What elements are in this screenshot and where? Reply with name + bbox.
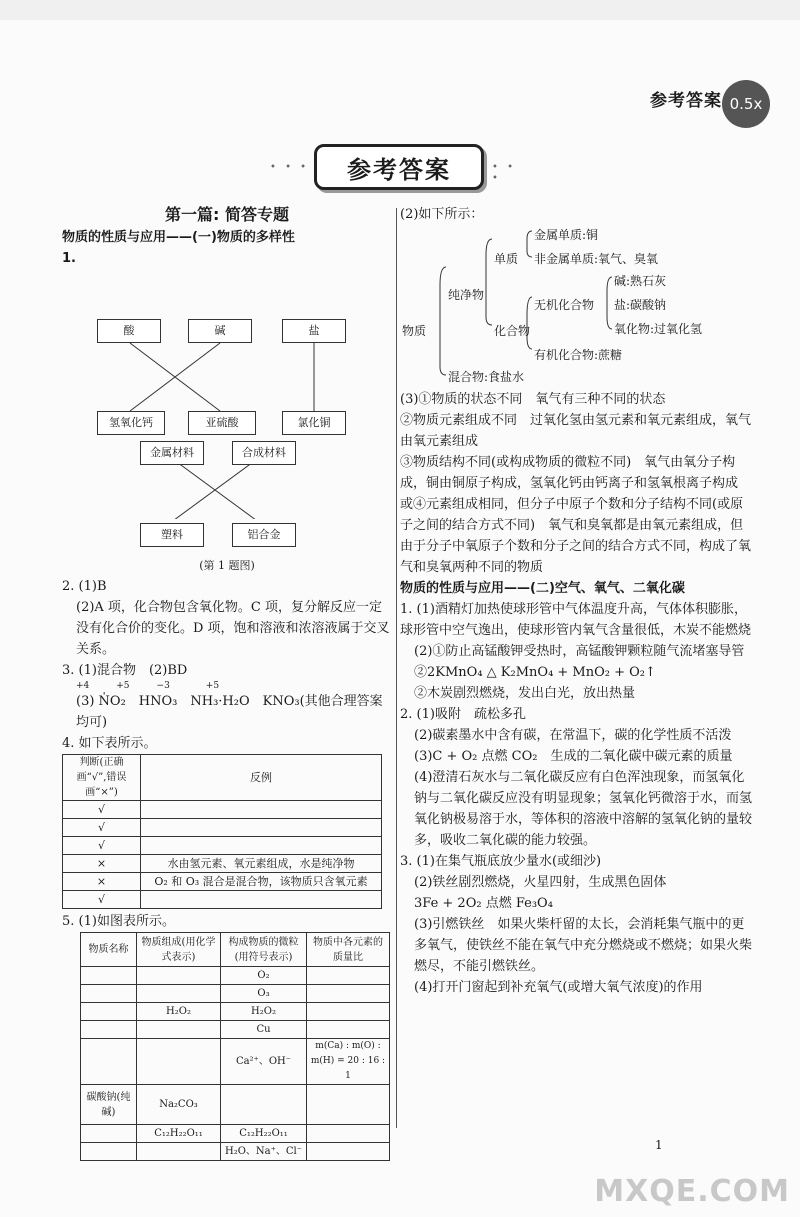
tree-element: 单质 [494,252,519,266]
s2-q1-line-3: ②木炭剧烈燃烧，发出白光，放出热量 [414,686,636,701]
table-row [81,1125,390,1143]
cell [307,1143,390,1161]
judge-cell: √ [63,837,141,855]
example-cell [141,837,382,855]
cell [221,1085,307,1125]
node-calcium-hydroxide: 氢氧化钙 [97,411,165,435]
example-cell: 水由氢元素、氧元素组成，水是纯净物 [141,855,382,873]
tree-compound: 化合物 [494,324,531,338]
example-cell: O₂ 和 O₃ 混合是混合物，该物质只含氧元素 [141,873,382,891]
zoom-badge[interactable]: 0.5x [722,80,770,128]
s2-q1-line-1: 1. (1)酒精灯加热使球形管中气体温度升高，气体体积膨胀，球形管中空气逸出，使球形管内氧气含量很低，木炭不能燃烧 [400,602,752,638]
cell [137,967,221,985]
judgement-table [62,754,382,909]
node-plastic: 塑料 [140,523,204,547]
header-judge: 判断(正确画“√”,错误画“×”) [63,755,141,801]
column-divider [396,208,397,1128]
s2-q2-line-4: (4)澄清石灰水与二氧化碳反应有白色浑浊现象，而氢氧化钠与二氧化碳反应没有明显现象；氢氧化钙微溶于水，而氢氧化钠极易溶于水，等体积的溶液中溶解的氢氧化钠的量较多，吸收二氧化碳的能力较强。 [414,770,753,848]
q1-number: 1. [62,251,76,266]
table-row [81,1021,390,1039]
concept-diagram [62,269,392,539]
cell [307,1125,390,1143]
example-cell [141,891,382,909]
table-row [63,801,382,819]
q5-3-line-3: ③物质结构不同(或构成物质的微粒不同) 氧气由氧分子构成，铜由铜原子构成，氢氧化钙由钙离子和氢氧根离子构成 [400,455,739,491]
header-example: 反例 [141,755,382,801]
q2-line-2: (2)A 项，化合物包含氧化物。C 项，复分解反应一定没有化合价的变化。D 项，饱和溶液和浓溶液属于交叉关系。 [76,600,390,657]
cell [137,1039,221,1085]
substance-table [80,932,390,1161]
table-header-row [63,755,382,801]
table-row [63,873,382,891]
table-row [63,837,382,855]
cell: C₁₂H₂₂O₁₁ [137,1125,221,1143]
node-aluminum-alloy: 铝合金 [232,523,296,547]
q2-line-1: 2. (1)B [62,579,107,594]
header-particles: 构成物质的微粒(用符号表示) [221,933,307,967]
cell: O₂ [221,967,307,985]
node-copper-chloride: 氯化铜 [282,411,346,435]
decor-dots-left: • • • [270,162,310,173]
title-banner [270,138,530,198]
cell: C₁₂H₂₂O₁₁ [221,1125,307,1143]
judge-cell: × [63,873,141,891]
cell: m(Ca) : m(O) : m(H) = 20 : 16 : 1 [307,1039,390,1085]
judge-cell: √ [63,819,141,837]
q5-2-intro: (2)如下所示： [400,207,484,222]
example-cell [141,801,382,819]
table-row [81,1085,390,1125]
tree-pure: 纯净物 [448,288,485,302]
table-header-row [81,933,390,967]
tree-salt: 盐:碳酸钠 [614,298,667,312]
header-name: 物质名称 [81,933,137,967]
section-title-1: 物质的性质与应用——(一)物质的多样性 [62,230,295,245]
s2-q2-line-2: (2)碳素墨水中含有碳，在常温下，碳的化学性质不活泼 [414,728,732,743]
s2-q3-line-3: 3Fe + 2O₂ 点燃 Fe₃O₄ [414,896,553,911]
table-row [81,967,390,985]
diagram-lines [62,269,392,519]
right-column [400,204,758,998]
s2-q3-line-4: (3)引燃铁丝 如果火柴杆留的太长，会消耗集气瓶中的更多氧气，使铁丝不能在氧气中充分燃烧或不燃烧；如果火柴燃尽，不能引燃铁丝。 [414,917,753,974]
header-mass-ratio: 物质中各元素的质量比 [307,933,390,967]
q5-intro: 5. (1)如图表所示。 [62,914,175,929]
watermark: MXQE.COM [594,1174,790,1209]
diagram-caption: (第 1 题图) [199,559,255,572]
judge-cell: √ [63,891,141,909]
decor-dots-right: • • • [492,162,516,184]
left-column [62,204,392,1161]
s2-q3-line-5: (4)打开门窗起到补充氧气(或增大氧气浓度)的作用 [414,980,703,995]
s2-q1-line-2: (2)①防止高锰酸钾受热时，高锰酸钾颗粒随气流堵塞导管 ②2KMnO₄ △ K₂MnO₄ + MnO₂ + O₂↑ [414,644,758,680]
cell [81,985,137,1003]
cell: H₂O、Na⁺、Cl⁻ [221,1143,307,1161]
q5-3-line-4: 或④元素组成相同，但分子中原子个数和分子结构不同(或原子之间的结合方式不同) 氧气和臭氧都是由氧元素组成，但由于分子中氧原子个数和分子之间的结合方式不同，构成了氧气和臭氧两种不同的物质 [400,497,752,575]
table-row [81,1143,390,1161]
top-strip [0,0,800,20]
table-row [63,891,382,909]
cell [307,985,390,1003]
node-salt: 盐 [282,319,346,343]
s2-q3-line-1: 3. (1)在集气瓶底放少量水(或细沙) [400,854,602,869]
cell [307,1085,390,1125]
table-row [81,1003,390,1021]
table-row [63,819,382,837]
node-sulfurous-acid: 亚硫酸 [188,411,256,435]
q5-3-line-1: (3)①物质的状态不同 氧气有三种不同的状态 [400,392,666,407]
q3-valence-marks: +4 +5 −3 +5 [76,681,220,691]
cell [81,967,137,985]
cell [307,967,390,985]
cell: Na₂CO₃ [137,1085,221,1125]
tree-nonmetal: 非金属单质:氧气、臭氧 [534,252,659,266]
cell [81,1021,137,1039]
judge-cell: √ [63,801,141,819]
cell [81,1143,137,1161]
q3-line-1: 3. (1)混合物 (2)BD [62,663,188,678]
header-composition: 物质组成(用化学式表示) [137,933,221,967]
cell [307,1021,390,1039]
page-number: 1 [655,1138,663,1152]
q4-intro: 4. 如下表所示。 [62,736,157,751]
q3-line-2: (3) N̍O₂ HNO₃ NH₃·H₂O KNO₃(其他合理答案均可) [76,694,383,730]
cell [137,1021,221,1039]
banner-title: 参考答案 [314,144,484,190]
node-synthetic-material: 合成材料 [232,441,296,465]
cell [81,1039,137,1085]
cell: H₂O₂ [137,1003,221,1021]
example-cell [141,819,382,837]
table-row [81,985,390,1003]
classification-tree [400,225,755,389]
s2-q2-line-3: (3)C + O₂ 点燃 CO₂ 生成的二氧化碳中碳元素的质量 [414,749,733,764]
cell: 碳酸钠(纯碱) [81,1085,137,1125]
judge-cell: × [63,855,141,873]
cell [137,1143,221,1161]
tree-root: 物质 [402,324,427,338]
section-title-2: 物质的性质与应用——(二)空气、氧气、二氧化碳 [400,581,685,596]
tree-organic: 有机化合物:蔗糖 [534,348,623,362]
cell [137,985,221,1003]
node-acid: 酸 [97,319,161,343]
node-base: 碱 [188,319,252,343]
table-row [63,855,382,873]
cell [81,1125,137,1143]
tree-metal: 金属单质:铜 [534,228,599,242]
s2-q2-line-1: 2. (1)吸附 疏松多孔 [400,707,526,722]
tree-oxide: 氧化物:过氧化氢 [614,322,703,336]
cell: Cu [221,1021,307,1039]
tree-mixture: 混合物:食盐水 [448,370,525,384]
running-title: 参考答案 [650,91,722,111]
cell: Ca²⁺、OH⁻ [221,1039,307,1085]
cell [81,1003,137,1021]
cell: O₃ [221,985,307,1003]
tree-base: 碱:熟石灰 [614,274,667,288]
cell [307,1003,390,1021]
node-metal-material: 金属材料 [140,441,204,465]
table-row [81,1039,390,1085]
tree-inorganic: 无机化合物 [534,298,595,312]
q5-3-line-2: ②物质元素组成不同 过氧化氢由氢元素和氧元素组成，氧气由氧元素组成 [400,413,752,449]
cell: H₂O₂ [221,1003,307,1021]
part-title: 第一篇: 简答专题 [165,205,289,224]
s2-q3-line-2: (2)铁丝剧烈燃烧，火星四射，生成黑色固体 [414,875,667,890]
